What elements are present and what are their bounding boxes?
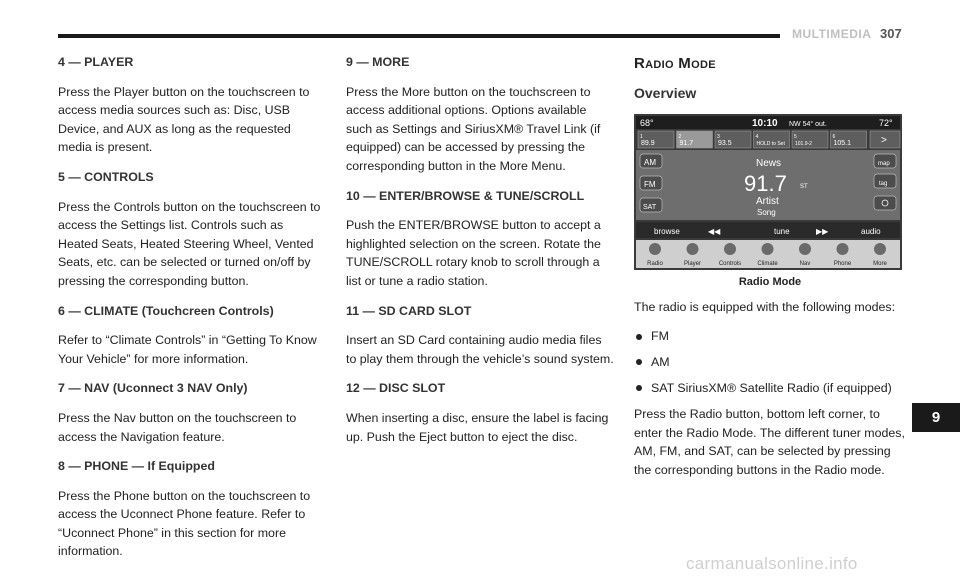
mode-item bbox=[634, 379, 906, 398]
preset-button bbox=[638, 131, 674, 148]
fm-band-button: FM bbox=[644, 180, 656, 190]
preset-frequency: 105.1 bbox=[833, 140, 852, 148]
tag-button: tag bbox=[879, 181, 888, 188]
nav-icon bbox=[837, 243, 849, 255]
nav-icon bbox=[724, 243, 736, 255]
artist-name: Artist bbox=[756, 196, 779, 208]
modes-list bbox=[634, 327, 906, 397]
nav-icon bbox=[687, 243, 699, 255]
preset-button bbox=[715, 131, 751, 148]
nav-icon bbox=[874, 243, 886, 255]
nav-label: Player bbox=[683, 261, 702, 268]
preset-frequency: 91.7 bbox=[679, 140, 694, 148]
browse-button: browse bbox=[654, 227, 680, 237]
nav-label: Phone bbox=[833, 261, 852, 268]
am-band-button: AM bbox=[644, 158, 656, 168]
mode-item bbox=[634, 353, 906, 372]
radio-mode-paragraph: Press the Radio button, bottom left corner, to enter the Radio Mode. The different tuner modes, AM, FM, and SAT, can be selected by pressing the corresponding buttons in the Radio mode. bbox=[634, 407, 905, 477]
modes-intro: The radio is equipped with the following modes: bbox=[634, 299, 896, 314]
mode-label: SAT SiriusXM® Satellite Radio (if equipped) bbox=[651, 380, 892, 395]
body-paragraph: Press the Player button on the touchscreen to access media sources such as: Disc, USB Device, and AUX as long as the requested media is present. bbox=[58, 84, 310, 155]
nav-label: Radio bbox=[647, 261, 663, 268]
preset-frequency: 93.5 bbox=[718, 140, 732, 148]
station-genre: News bbox=[756, 158, 782, 170]
preset-button bbox=[754, 131, 790, 148]
preset-number: 4 bbox=[755, 134, 759, 141]
section-heading: 5 — CONTROLS bbox=[58, 169, 154, 184]
bullet-icon bbox=[636, 385, 642, 391]
nav-label: Climate bbox=[757, 261, 778, 268]
section-heading: 11 — SD CARD SLOT bbox=[346, 303, 472, 318]
tune-button: tune bbox=[774, 227, 790, 237]
mode-label: FM bbox=[651, 329, 669, 344]
nav-icon bbox=[799, 243, 811, 255]
body-paragraph: Press the Phone button on the touchscreen to access the Uconnect Phone feature. Refer to “Uconnect Phone” in this section for more information. bbox=[58, 488, 311, 559]
header-rule bbox=[58, 34, 780, 38]
nav-label: More bbox=[873, 261, 887, 268]
section-heading: 6 — CLIMATE (Touchcreen Controls) bbox=[58, 303, 274, 318]
nav-label: Nav bbox=[799, 261, 811, 268]
preset-number: 1 bbox=[640, 134, 643, 141]
nav-label: Controls bbox=[718, 261, 742, 268]
body-paragraph: Refer to “Climate Controls” in “Getting To Know Your Vehicle” for more information. bbox=[58, 333, 317, 366]
section-heading: 8 — PHONE — If Equipped bbox=[58, 459, 215, 474]
section-heading: 4 — PLAYER bbox=[58, 55, 134, 69]
subsection-title: Overview bbox=[634, 84, 697, 101]
outside-temp: NW 54° out. bbox=[789, 121, 827, 129]
column-middle bbox=[346, 53, 614, 457]
preset-button bbox=[792, 131, 828, 148]
body-paragraph: Insert an SD Card containing audio media files to play them through the vehicle’s sound system. bbox=[346, 333, 614, 366]
station-frequency: 91.7 bbox=[744, 171, 787, 197]
watermark: carmanualsonline.info bbox=[686, 554, 858, 573]
column-left bbox=[58, 53, 324, 572]
mode-item bbox=[634, 327, 906, 346]
page-number: 307 bbox=[880, 26, 902, 41]
clock: 10:10 bbox=[752, 118, 778, 130]
radio-screen-figure bbox=[634, 114, 902, 270]
temp-right: 72° bbox=[879, 118, 893, 129]
nav-icon bbox=[649, 243, 661, 255]
preset-button bbox=[677, 131, 713, 148]
body-paragraph: Press the Controls button on the touchscreen to access the Settings list. Controls such as Heated Seats, Heated Steering Wheel, Vented Seats, etc. can be selected or turned on/off by pressing the corresponding button. bbox=[58, 199, 321, 288]
body-paragraph: When inserting a disc, ensure the label is facing up. Push the Eject button to eject the disc. bbox=[346, 410, 609, 444]
preset-frequency: HOLD to Set bbox=[756, 141, 785, 148]
body-paragraph: Push the ENTER/BROWSE button to accept a highlighted selection on the screen. Rotate the TUNE/SCROLL rotary knob to scroll through a list or tune a radio station. bbox=[346, 218, 601, 288]
preset-number: 6 bbox=[832, 134, 836, 141]
preset-number: 2 bbox=[678, 134, 682, 141]
seek-back-icon: ◀◀ bbox=[708, 227, 721, 237]
preset-button bbox=[831, 131, 867, 148]
body-paragraph: Press the Nav button on the touchscreen to access the Navigation feature. bbox=[58, 410, 297, 444]
song-name: Song bbox=[757, 208, 776, 218]
chapter-tab: 9 bbox=[912, 403, 960, 432]
section-heading: 7 — NAV (Uconnect 3 NAV Only) bbox=[58, 381, 248, 396]
preset-number: 5 bbox=[794, 134, 797, 141]
stereo-indicator: ST bbox=[800, 184, 808, 191]
seek-forward-icon: ▶▶ bbox=[816, 227, 829, 237]
preset-frequency: 89.9 bbox=[641, 140, 655, 148]
figure-caption: Radio Mode bbox=[738, 276, 802, 289]
bullet-icon bbox=[636, 334, 642, 340]
preset-number: 3 bbox=[717, 134, 720, 141]
section-title: Radio Mode bbox=[634, 55, 716, 72]
body-paragraph: Press the More button on the touchscreen to access additional options. Options available such as Settings and SiriusXM® Travel Link (if equipped) can be accessed by pressing the corresponding button in the More Menu. bbox=[346, 84, 601, 173]
bullet-icon bbox=[636, 359, 642, 365]
running-header-title: MULTIMEDIA bbox=[792, 27, 872, 41]
preset-frequency: 101.9-2 bbox=[795, 141, 812, 148]
audio-button: audio bbox=[861, 227, 881, 237]
next-preset-arrow: > bbox=[881, 135, 887, 147]
section-heading: 10 — ENTER/BROWSE & TUNE/SCROLL bbox=[346, 188, 585, 203]
sat-band-button: SAT bbox=[643, 204, 657, 212]
section-heading: 9 — MORE bbox=[346, 55, 410, 69]
nav-icon bbox=[762, 243, 774, 255]
temp-left: 68° bbox=[640, 118, 654, 129]
mode-label: AM bbox=[651, 354, 670, 369]
map-button: map bbox=[878, 161, 890, 168]
section-heading: 12 — DISC SLOT bbox=[346, 381, 446, 396]
column-right bbox=[634, 53, 906, 491]
